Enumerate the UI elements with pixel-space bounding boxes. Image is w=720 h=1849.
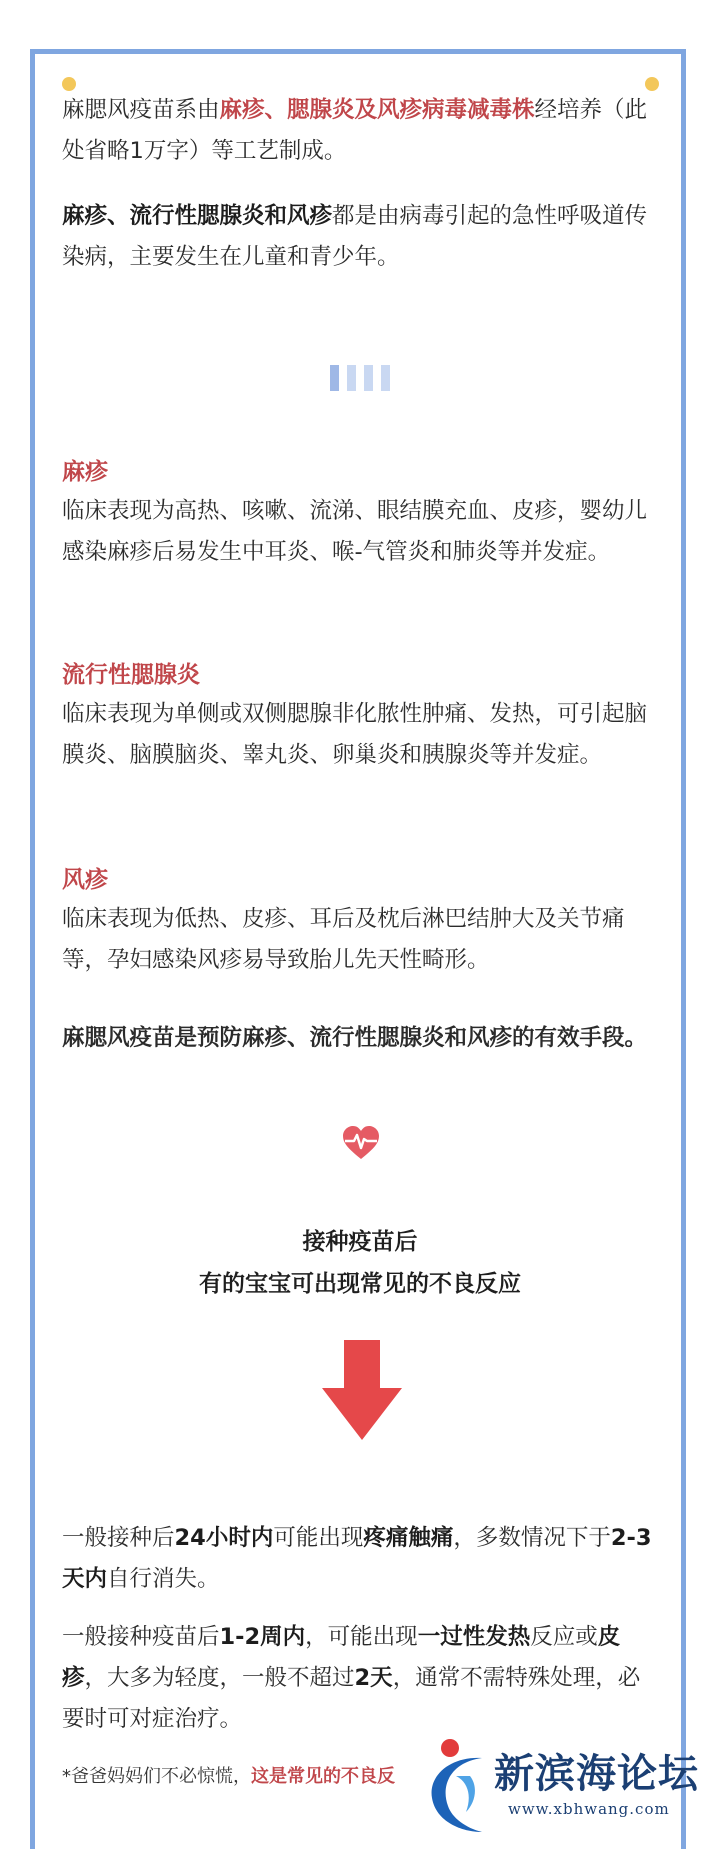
reaction-text: ，可能出现 xyxy=(305,1624,418,1650)
reaction-text: 自行消失。 xyxy=(107,1566,220,1592)
section-title: 流行性腮腺炎 xyxy=(62,662,200,688)
reaction-bold: 皮疹 xyxy=(62,1624,621,1691)
conclusion-block xyxy=(62,1018,652,1059)
watermark-url: www.xbhwang.com xyxy=(508,1800,670,1818)
site-watermark xyxy=(422,1732,720,1849)
intro-bold: 麻疹、流行性腮腺炎和风疹 xyxy=(62,203,333,229)
corner-dot-right xyxy=(645,77,659,91)
watermark-logo-icon xyxy=(422,1732,502,1842)
intro-text: 麻腮风疫苗系由 xyxy=(62,97,220,123)
intro-text: 都是由病毒引起的急性呼吸道传染病，主要发生在儿童和青少年。 xyxy=(62,203,648,270)
section-measles xyxy=(62,453,652,573)
footnote xyxy=(62,1762,395,1792)
reaction-bold: 一过性发热 xyxy=(417,1624,531,1650)
reaction-bold: 1-2周内 xyxy=(219,1624,306,1650)
intro-text: 经培养（此处省略1万字）等工艺制成。 xyxy=(62,97,648,164)
reaction-paragraph-1 xyxy=(62,1518,652,1600)
reaction-text: 反应或 xyxy=(530,1624,598,1650)
section-body: 临床表现为高热、咳嗽、流涕、眼结膜充血、皮疹，婴幼儿感染麻疹后易发生中耳炎、喉-气管炎和肺炎等并发症。 xyxy=(62,498,648,565)
intro-block xyxy=(62,90,652,278)
section-title: 风疹 xyxy=(62,867,108,893)
reaction-text: 一般接种后 xyxy=(62,1525,175,1551)
intro-highlight: 麻疹、腮腺炎及风疹病毒减毒株 xyxy=(219,97,535,123)
bar-divider-icon xyxy=(330,365,394,393)
section-body: 临床表现为低热、皮疹、耳后及枕后淋巴结肿大及关节痛等，孕妇感染风疹易导致胎儿先天性畸形。 xyxy=(62,906,625,973)
reaction-bold: 24小时内 xyxy=(174,1525,274,1551)
intro-paragraph-1 xyxy=(62,90,652,172)
section-mumps xyxy=(62,656,652,776)
reaction-text: ，大多为轻度，一般不超过 xyxy=(84,1665,355,1691)
down-arrow-icon xyxy=(322,1340,402,1440)
section-rubella xyxy=(62,861,652,981)
reaction-paragraph-2 xyxy=(62,1617,652,1740)
reaction-bold: 疼痛触痛 xyxy=(363,1525,454,1551)
footnote-text: *爸爸妈妈们不必惊慌， xyxy=(62,1766,251,1787)
heart-pulse-icon xyxy=(342,1126,380,1160)
reaction-block-2 xyxy=(62,1617,652,1740)
conclusion-text: 麻腮风疫苗是预防麻疹、流行性腮腺炎和风疹的有效手段。 xyxy=(62,1025,648,1051)
intro-paragraph-2 xyxy=(62,196,652,278)
reaction-text: ，通常不需特殊处理，必要时可对症治疗。 xyxy=(62,1665,641,1732)
corner-dot-left xyxy=(62,77,76,91)
footnote-highlight: 这是常见的不良反 xyxy=(251,1766,395,1787)
reaction-title-line-2: 有的宝宝可出现常见的不良反应 xyxy=(199,1271,521,1297)
section-title: 麻疹 xyxy=(62,459,108,485)
reaction-bold: 2天 xyxy=(354,1665,393,1691)
watermark-text: 新滨海论坛 xyxy=(494,1751,699,1797)
reaction-text: 一般接种疫苗后 xyxy=(62,1624,220,1650)
reaction-title-line-1: 接种疫苗后 xyxy=(302,1229,418,1255)
reaction-text: 可能出现 xyxy=(273,1525,364,1551)
reaction-block-1 xyxy=(62,1518,652,1600)
reaction-bold: 2-3天内 xyxy=(62,1525,652,1592)
reaction-text: ，多数情况下于 xyxy=(453,1525,611,1551)
section-body: 临床表现为单侧或双侧腮腺非化脓性肿痛、发热，可引起脑膜炎、脑膜脑炎、睾丸炎、卵巢炎和胰腺炎等并发症。 xyxy=(62,701,648,768)
